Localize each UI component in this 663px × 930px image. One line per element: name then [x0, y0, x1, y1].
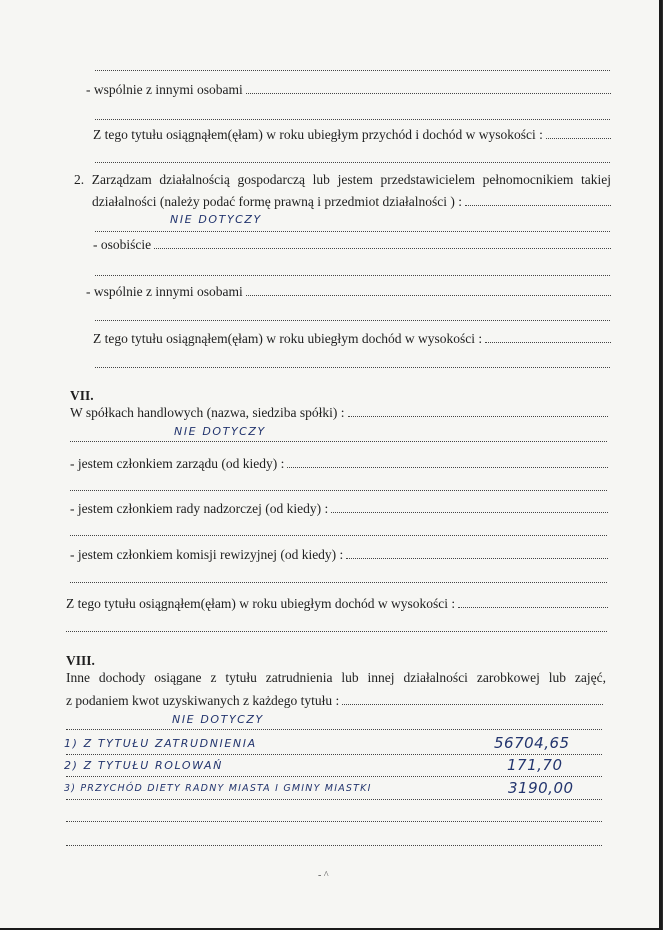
income-b-label: Z tego tytułu osiągnąłem(ęłam) w roku ubiegłym dochód w wysokości : — [93, 331, 483, 346]
sec7-intro-row — [70, 405, 608, 421]
dotted-line — [66, 776, 602, 777]
sec8-line1: Inne dochody osiągane z tytułu zatrudnienia lub innej działalności zarobkowej lub zajęć, — [66, 670, 606, 685]
handwritten-nie-dotyczy: NIE DOTYCZY — [170, 213, 262, 226]
sec8-line2: z podaniem kwot uzyskiwanych z każdego tytułu : — [66, 693, 340, 708]
handwritten-nie-dotyczy: NIE DOTYCZY — [172, 713, 264, 726]
zarzad-label: - jestem członkiem zarządu (od kiedy) : — [70, 456, 285, 471]
wspolnie-label: - wspólnie z innymi osobami — [86, 82, 243, 97]
rada-row — [70, 501, 608, 517]
dotted-line — [95, 119, 610, 120]
item2-line1: 2. Zarządzam działalnością gospodarczą lub jestem przedstawicielem pełnomocnikiem takiej — [74, 172, 611, 187]
income-a-row — [93, 127, 611, 143]
income-entry-1-amount: 56704,65 — [494, 734, 570, 752]
sec7-income-row — [66, 596, 608, 612]
income-entry-2-amount: 171,70 — [507, 756, 563, 774]
dotted-line — [70, 441, 607, 442]
income-entry-3-label: 3) PRZYCHÓD DIETY RADNY MIASTA I GMINY MIASTKI — [64, 783, 372, 794]
komisja-row — [70, 547, 608, 563]
item2-line2: działalności (należy podać formę prawną i przedmiot działalności ) : — [92, 194, 462, 209]
item2-line2-row — [92, 194, 611, 210]
sec8-line2-row — [66, 693, 603, 709]
section-viii-heading: VIII. — [66, 653, 95, 668]
wspolnie-row — [86, 82, 611, 98]
komisja-label: - jestem członkiem komisji rewizyjnej (od kiedy) : — [70, 547, 344, 562]
dotted-line — [95, 162, 610, 163]
handwritten-nie-dotyczy: NIE DOTYCZY — [174, 425, 266, 438]
rada-label: - jestem członkiem rady nadzorczej (od kiedy) : — [70, 501, 329, 516]
dotted-line — [66, 821, 602, 822]
dotted-line — [66, 729, 602, 730]
sec7-intro: W spółkach handlowych (nazwa, siedziba spółki) : — [70, 405, 345, 420]
income-entry-1-label: 1) Z TYTUŁU ZATRUDNIENIA — [64, 737, 257, 750]
sec7-income: Z tego tytułu osiągnąłem(ęłam) w roku ubiegłym dochód w wysokości : — [66, 596, 456, 611]
dotted-line — [95, 70, 610, 71]
dotted-line — [95, 320, 610, 321]
osobiscie-label: - osobiście — [93, 237, 152, 252]
wspolnie2-label: - wspólnie z innymi osobami — [86, 284, 243, 299]
dotted-line — [66, 799, 602, 800]
income-entry-3-amount: 3190,00 — [508, 779, 574, 797]
section-vii-heading: VII. — [70, 388, 94, 403]
dotted-line — [95, 275, 610, 276]
dotted-line — [70, 490, 607, 491]
income-entry-2-label: 2) Z TYTUŁU ROLOWAŃ — [64, 759, 223, 772]
dotted-line — [66, 845, 602, 846]
dotted-line — [70, 535, 607, 536]
dotted-line — [95, 367, 610, 368]
zarzad-row — [70, 456, 608, 472]
osobiscie-row — [93, 237, 611, 253]
dotted-line — [66, 631, 607, 632]
dotted-line — [66, 754, 602, 755]
dotted-line — [95, 231, 610, 232]
wspolnie2-row — [86, 284, 611, 300]
income-a-label: Z tego tytułu osiągnąłem(ęłam) w roku ubiegłym przychód i dochód w wysokości : — [93, 127, 543, 142]
footer-mark: - ^ — [318, 870, 329, 881]
dotted-line — [70, 582, 607, 583]
income-b-row — [93, 331, 611, 347]
